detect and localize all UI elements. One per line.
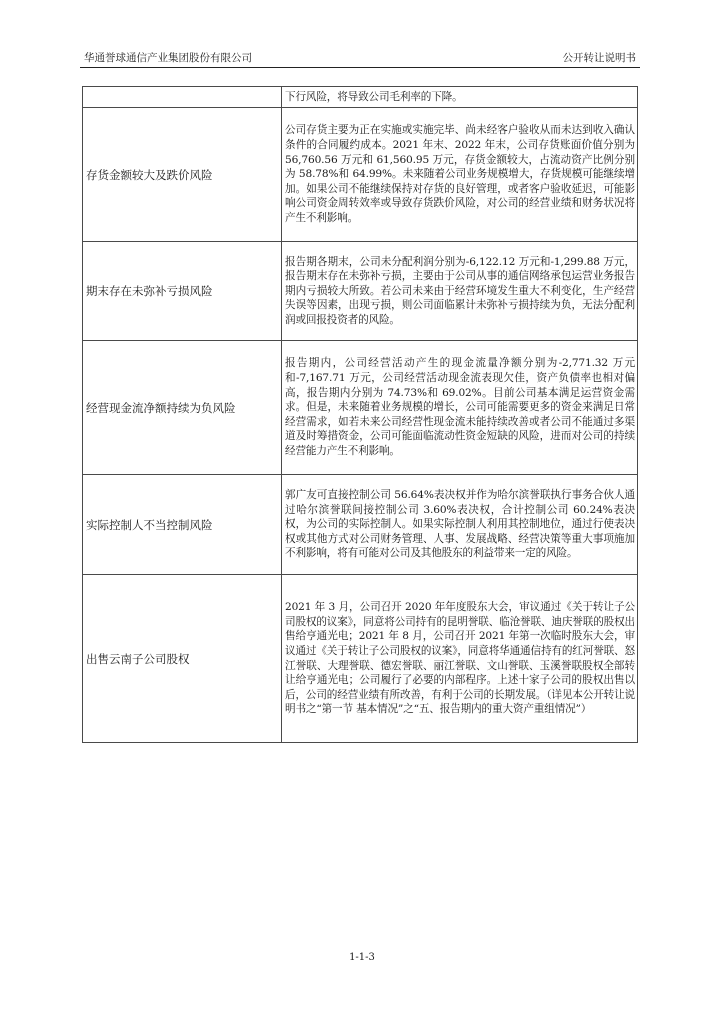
risk-label: 经营现金流净额持续为负风险 [83,341,282,475]
document-title: 公开转让说明书 [562,52,636,64]
table-row [83,108,638,242]
table-row [83,242,638,341]
table-row [83,575,638,743]
risk-label: 期末存在未弥补亏损风险 [83,242,282,341]
table-row [83,87,638,108]
risk-description: 下行风险，将导致公司毛利率的下降。 [282,87,638,108]
table-row [83,475,638,575]
risk-description: 公司存货主要为正在实施或实施完毕、尚未经客户验收从而未达到收入确认条件的合同履约成本。2021 年末、2022 年末，公司存货账面价值分别为 56,760.56 万元和 61,560.95 万元，存货金额较大，占流动资产比例分别为 58.78%和 64.99%。未来随着公司业务规模增大，存货规模可能继续增加。如果公司不能继续保持对存货的良好管理，或者客户验收延迟，可能影响公司资金周转效率或导致存货跌价风险，对公司的经营业绩和财务状况将产生不利影响。 [282,108,638,242]
risk-description: 报告期各期末，公司未分配利润分别为-6,122.12 万元和-1,299.88 万元，报告期末存在未弥补亏损，主要由于公司从事的通信网络承包运营业务报告期内亏损较大所致。若公司未来由于经营环境发生重大不利变化，生产经营失误等因素，出现亏损，则公司面临累计未弥补亏损持续为负，无法分配利润或回报投资者的风险。 [282,242,638,341]
risk-label: 实际控制人不当控制风险 [83,475,282,575]
risk-description: 郭广友可直接控制公司 56.64%表决权并作为哈尔滨誉联执行事务合伙人通过哈尔滨誉联间接控制公司 3.60%表决权，合计控制公司 60.24%表决权，为公司的实际控制人。如果实际控制人利用其控制地位，通过行使表决权或其他方式对公司财务管理、人事、发展战略、经营决策等重大事项施加不利影响，将有可能对公司及其他股东的利益带来一定的风险。 [282,475,638,575]
page-number: 1-1-3 [349,952,375,963]
risk-description: 2021 年 3 月，公司召开 2020 年年度股东大会，审议通过《关于转让子公司股权的议案》，同意将公司持有的昆明誉联、临沧誉联、迪庆誉联的股权出售给亨通光电；2021 年 8 月，公司召开 2021 年第一次临时股东大会，审议通过《关于转让子公司股权的议案》，同意将华通通信持有的红河誉联、怒江誉联、大理誉联、德宏誉联、丽江誉联、文山誉联、玉溪誉联股权全部转让给亨通光电；公司履行了必要的内部程序。上述十家子公司的股权出售以后，公司的经营业绩有所改善，有利于公司的长期发展。（详见本公开转让说明书之“第一节 基本情况”之“五、报告期内的重大资产重组情况”） [282,575,638,743]
table-row [83,341,638,475]
risk-label: 出售云南子公司股权 [83,575,282,743]
risk-label: 存货金额较大及跌价风险 [83,108,282,242]
risk-table [82,86,638,743]
risk-description: 报告期内，公司经营活动产生的现金流量净额分别为-2,771.32 万元和-7,167.71 万元，公司经营活动现金流表现欠佳，资产负债率也相对偏高，报告期内分别为 74.73%和 69.02%。目前公司基本满足运营资金需求。但是，未来随着业务规模的增长，公司可能需要更多的资金来满足日常经营需求，如若未来公司经营性现金流未能持续改善或者公司不能通过多渠道及时筹措资金，公司可能面临流动性资金短缺的风险，进而对公司的持续经营能力产生不利影响。 [282,341,638,475]
company-name: 华通誉球通信产业集团股份有限公司 [84,52,252,64]
risk-label [83,87,282,108]
page-header [80,51,640,68]
